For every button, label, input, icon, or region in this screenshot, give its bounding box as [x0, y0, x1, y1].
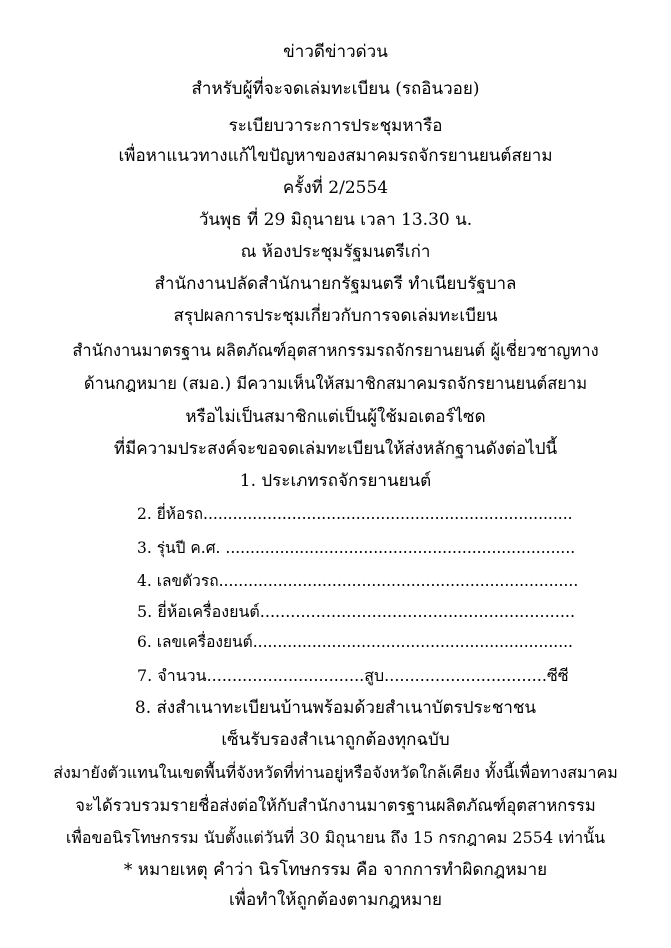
item-frame-number: 4. เลขตัวรถ......................................................................... [137, 572, 579, 590]
body-line: สำนักงานมาตรฐาน ผลิตภัณฑ์อุตสาหกรรมรถจักรยานยนต์ ผู้เชี่ยวชาญทาง [72, 341, 599, 360]
body-line: หรือไม่เป็นสมาชิกแต่เป็นผู้ใช้มอเตอร์ไซด [185, 407, 486, 427]
body-line: ที่มีความประสงค์จะขอจดเล่มทะเบียนให้ส่งหลักฐานดังต่อไปนี้ [113, 439, 558, 459]
summary-title: สรุปผลการประชุมเกี่ยวกับการจดเล่มทะเบียน [173, 306, 498, 326]
item-displacement: 7. จำนวน...............................สูบ................................ซีซี [137, 666, 569, 685]
item-model-year: 3. รุ่นปี ค.ศ. ....................................................................... [137, 539, 576, 557]
item-engine-brand: 5. ยี่ห้อเครื่องยนต์.............................................................. [137, 602, 576, 621]
item-vehicle-type: 1. ประเภทรถจักรยานยนต์ [239, 471, 432, 491]
doc-subheading: สำหรับผู้ที่จะจดเล่มทะเบียน (รถอินวอย) [191, 79, 480, 99]
closing-line: เพื่อขอนิรโทษกรรม นับตั้งแต่วันที่ 30 มิถุนายน ถึง 15 กรกฎาคม 2554 เท่านั้น [65, 828, 606, 847]
meeting-session: ครั้งที่ 2/2554 [282, 178, 389, 198]
meeting-office: สำนักงานปลัดสำนักนายกรัฐมนตรี ทำเนียบรัฐบาล [154, 274, 517, 294]
note-continued: เพื่อทำให้ถูกต้องตามกฎหมาย [228, 890, 443, 910]
meeting-agenda: ระเบียบวาระการประชุมหารือ [228, 116, 443, 136]
item-engine-number: 6. เลขเครื่องยนต์................................................................. [137, 633, 573, 651]
meeting-datetime: วันพุธ ที่ 29 มิถุนายน เวลา 13.30 น. [198, 210, 473, 230]
meeting-venue: ณ ห้องประชุมรัฐมนตรีเก่า [240, 242, 431, 262]
body-line: ด้านกฎหมาย (สมอ.) มีความเห็นให้สมาชิกสมาคมรถจักรยานยนต์สยาม [83, 374, 588, 393]
note: * หมายเหตุ คำว่า นิรโทษกรรม คือ จากการทำผิดกฎหมาย [123, 860, 548, 880]
meeting-purpose: เพื่อหาแนวทางแก้ไขปัญหาของสมาคมรถจักรยานยนต์สยาม [118, 146, 553, 166]
closing-line: จะได้รวบรวมรายชื่อส่งต่อให้กับสำนักงานมาตรฐานผลิตภัณฑ์อุตสาหกรรม [75, 796, 596, 815]
item-documents: 8. ส่งสำเนาทะเบียนบ้านพร้อมด้วยสำเนาบัตรประชาชน [134, 698, 537, 718]
doc-heading: ข่าวดีข่าวด่วน [283, 42, 388, 62]
closing-line: เซ็นรับรองสำเนาถูกต้องทุกฉบับ [221, 730, 450, 750]
item-brand: 2. ยี่ห้อรถ........................................................................... [137, 505, 573, 523]
closing-line: ส่งมายังตัวแทนในเขตพื้นที่จังหวัดที่ท่านอยู่หรือจังหวัดใกล้เคียง ทั้งนี้เพื่อทางสมาคม [53, 763, 618, 782]
